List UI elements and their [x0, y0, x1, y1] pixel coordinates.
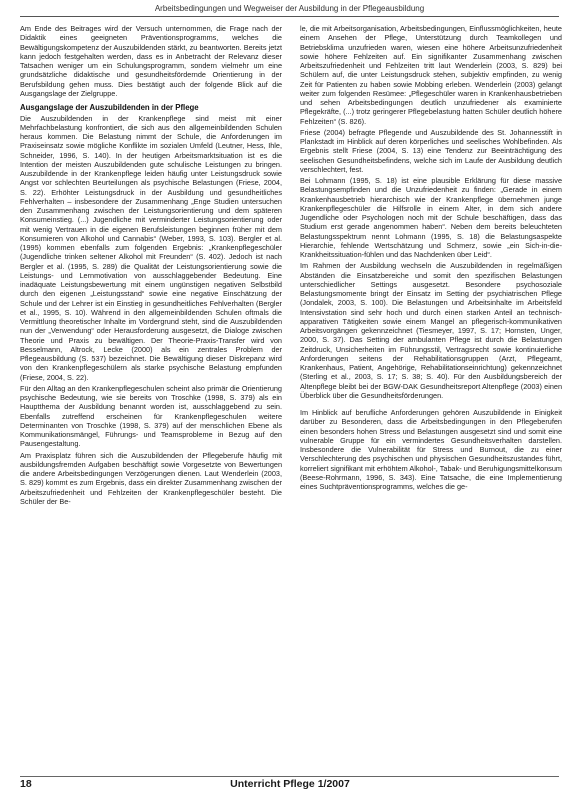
page-number: 18: [20, 778, 32, 790]
paragraph: Am Praxisplatz führen sich die Auszubildenden der Pflegeberufe häufig mit ausbildungsfremden Aufgaben beschäftigt sowie Vorgesetzte von Bewertungen die andere Arbeitsbedingungen Verzögerungen dienen. Laut Wenderlein (2003, S. 829) kommt es zum Ergebnis, dass ein direkter Zusammenhang zwischen der Arbeitszufriedenheit und Fehlzeiten der Krankenpflegeschüler besteht. Die Schüler der Be-: [20, 450, 282, 506]
footer-divider: [20, 776, 559, 777]
paragraph: Am Ende des Beitrages wird der Versuch unternommen, die Frage nach der Didaktik eines geeigneten Präventionsprogramms, welches die Bewältigungskompetenz der Auszubildenden stärkt, zu beantworten. Bereits jetzt kann jedoch festgehalten werden, dass es in Anbetracht der Relevanz dieser Tatsachen weniger um ein Schulungsprogramm, sondern vielmehr um eine grundsätzliche didaktische und gesundheitsfördernde Orientierung in der Berufsbildung gehen muss. Dies bestätigt auch der folgende Blick auf die Ausgangslage der Zielgruppe.: [20, 24, 282, 98]
paragraph: Bei Lohmann (1995, S. 18) ist eine plausible Erklärung für diese massive Belastungsempfinden und die Unzufriedenheit zu finden: „Gerade in einem Krankenhausbetrieb hierarchisch wie der Krankenpflege übernehmen junge Krankenpflegeschüler die Hilfsrolle in einem Alter, in dem sich andere Jugendliche oder Psychologen noch mit der Schule beschäftigen, dass das Studium erst gerade angenommen haben“. Neben dem bereits beleuchteten Belastungsspektrum nennt Lohmann (1995, S. 18) die Belastungsaspekte Hierarchie, fehlende Wertschätzung und Schmerz, sowie „ein Sich-in-die-Krankheitssituation-fühlen und das Nachdenken über Leid“.: [300, 176, 562, 259]
right-column: [300, 24, 562, 493]
running-header: Arbeitsbedingungen und Wegweiser der Ausbildung in der Pflegeausbildung: [20, 4, 559, 17]
paragraph: Im Hinblick auf berufliche Anforderungen gehören Auszubildende in Einigkeit darüber zu Besonderen, dass die Arbeitsbedingungen in den Pflegeberufen einen besonders hohen Stress und Belastungen ausgesetzt sind und somit eine vulnerable Gruppe für ein vermindertes Gesundheitsverhalten darstellen. Insbesondere die Vulnerabilität für Stress und Burnout, die zu einer Verschlechterung des psychischen und physischen Gesundheitszustandes führt, korreliert signifikant mit erhöhtem Alkohol-, Tabak- und Beruhigungsmittelkonsum (Beese-Rohrmann, 1996, S. 343). Eine Tatsache, die eine Implementierung eines Suchtpräventionsprogramms, welches die ge-: [300, 408, 562, 491]
paragraph: Im Rahmen der Ausbildung wechseln die Auszubildenden in regelmäßigen Abständen die Einsatzbereiche und somit den spezifischen Belastungen unterschiedlicher Settings ausgesetzt. Besondere psychosoziale Belastungsmomente bringt der Einsatz im Setting der psychiatrischen Pflege (Jondalek, 2003, S. 100). Die Belastungen und Arbeitsinhalte im Arbeitsfeld Intensivstation sind sehr hoch und durch einen starken Anteil an technisch-apparativen Tätigkeiten sowie einem Mangel an pflegerisch-kommunikativen Arbeitsvorgängen gekennzeichnet (Tiesmeyer, 1997, S. 17; Hornsten, Unger, 2000, S. 37). Das Setting der ambulanten Pflege ist durch die Belastungen Zeitdruck, Unsicherheiten im Führungsstil, Vertragsrecht sowie kontinuierliche Anforderungen seitens der Rehabilitationsgruppen (Arzt, Pflegeamt, Krankenhaus, Patient, Angehörige, Rehabilitationseinrichtung) gekennzeichnet (Sterling et al., 2003, S. 17; S. 38; S. 40). Für den Ausbildungsbereich der Altenpflege bleibt bei der BGW-DAK Gesundheitsreport Altenpflege (2003) einen Überblick über die Gesundheitsförderungen.: [300, 261, 562, 400]
paragraph: Die Auszubildenden in der Krankenpflege sind meist mit einer Mehrfachbelastung konfrontiert, die sich aus den allgemeinbildenden Schulen heraus kommen. Die Belastung nimmt der Schule, die Anforderungen im Praxiseinsatz sowie mögliche Konflikte im sozialen Umfeld (Leutner, Hess, Ihle, Schneider, 1996, S. 140). In der heutigen Arbeitsmarktsituation ist es die Intention der meisten Auszubildenden gute schulische Leistungen zu bringen. Auszubildende in der Krankenpflege leiden häufig unter Leistungsdruck sowie Angst vor schlechten Beurteilungen als psychische Belastungen (Friese, 2004, S. 22). Erhöhter Leistungsdruck in der Ausbildung und gesundheitliches Fehlverhalten – insbesondere der Zusammenhang „Enge Studien untersuchen den Zusammenhang zwischen der Leistungsorientierung und dem späteren Konsumeinstieg. (...) Jugendliche mit verminderter Leistungsorientierung oder mit wenig Vertrauen in die eigenen Berufsleistungen beginnen früher mit dem Konsumieren von Alkohol und Cannabis“ (Weber, 1993, S. 103). Bergler et al. (1995) kommen ebenfalls zum folgenden Ergebnis: „Krankenpflegeschüler (Jugendliche trinken seltener Alkohol mit Freunden“ (S. 402). Jedoch ist nach Bergler et al. (1995, S. 289) die Qualität der Leistungsorientierung sowie die Leistungs- und Lernmotivation von ausschlaggebender Bedeutung. Eine inadäquate Leistungsbewertung mit einem ungünstigen negativen Selbstbild durch den eigenen „Leistungsstand“ sowie eine negative Einschätzung der Schule und der Lehrer ist ein Einstieg in gesundheitliches Fehlverhalten (Bergler et al., 1995, S. 10). Während in den allgemeinbildenden Schulen oftmals die Vermittlung theoretischer Inhalte im Vordergrund steht, sind die Auszubildenden nun der „Verwendung“ oder Herausforderung ausgesetzt, die Dialoge zwischen Theorie und Praxis zu bewältigen. Der Theorie-Praxis-Transfer wird von Besselmann, Altrock, Lecke (2000) als ein zentrales Problem der Pflegeausbildung (S. 537) bezeichnet. Die Bewältigung dieser Diskrepanz wird von den Krankenpflegeschülern als starke psychische Belastung empfunden (Friese, 2004, S. 22).: [20, 113, 282, 382]
section-heading: Ausgangslage der Auszubildenden in der Pflege: [20, 103, 199, 112]
left-column: [20, 24, 282, 508]
paragraph: Für den Alltag an den Krankenpflegeschulen scheint also primär die Orientierung psychische Bedeutung, wie sie bereits von Troschke (1998, S. 379) als ein Hauptthema der Ausbildung benannt worden ist, ausschlaggebend zu sein. Ebenfalls zutreffend erscheinen für Krankenpflegeschulen weitere Determinanten von Troschke (1998, S. 379) auf der menschlichen Ebene als Kommunikationsmängel, Führungs- und Teamsprobleme in Bezug auf den Pausengestaltung.: [20, 383, 282, 449]
journal-title: Unterricht Pflege 1/2007: [230, 778, 350, 790]
paragraph: le, die mit Arbeitsorganisation, Arbeitsbedingungen, Einflussmöglichkeiten, heute einem Ansehen der Pflege, Unterstützung durch Teamkollegen und Betriebsklima unzufrieden waren, wiesen eine höhere Arbeitsunzufriedenheit sowie höhere Fehlzeiten auf. Ein signifikanter Zusammenhang zwischen Arbeitszufriedenheit und Fehlzeiten tritt laut Wenderlein (2003, S. 829) bei Schülern auf, die unter Leistungsdruck stehen, subjektiv empfinden, zu wenig Zeit für Patienten zu haben sowie Mobbing erleben. Wenderlein (2003) gelangt weiter zum folgenden Resümee: „Pflegeschüler waren in Krankenhausbetrieben und sehen Arbeitsbedingungen deutlich unzufriedener als examinierte Pflegekräfte, (...) trotz geringerer Pflegebelastung hatten Schüler deutlich höhere Fehlzeiten“ (S. 826).: [300, 24, 562, 126]
paragraph: Friese (2004) befragte Pflegende und Auszubildende des St. Johannesstift in Plankstadt im Hinblick auf deren körperliches und seelisches Wohlbefinden. Als Ergebnis stellt Friese (2004, S. 13) eine Tendenz zur Beeinträchtigung des seelischen Gesundheitsbefindens, welche sich im Laufe der Ausbildung deutlich verschlechtert, fest.: [300, 127, 562, 174]
